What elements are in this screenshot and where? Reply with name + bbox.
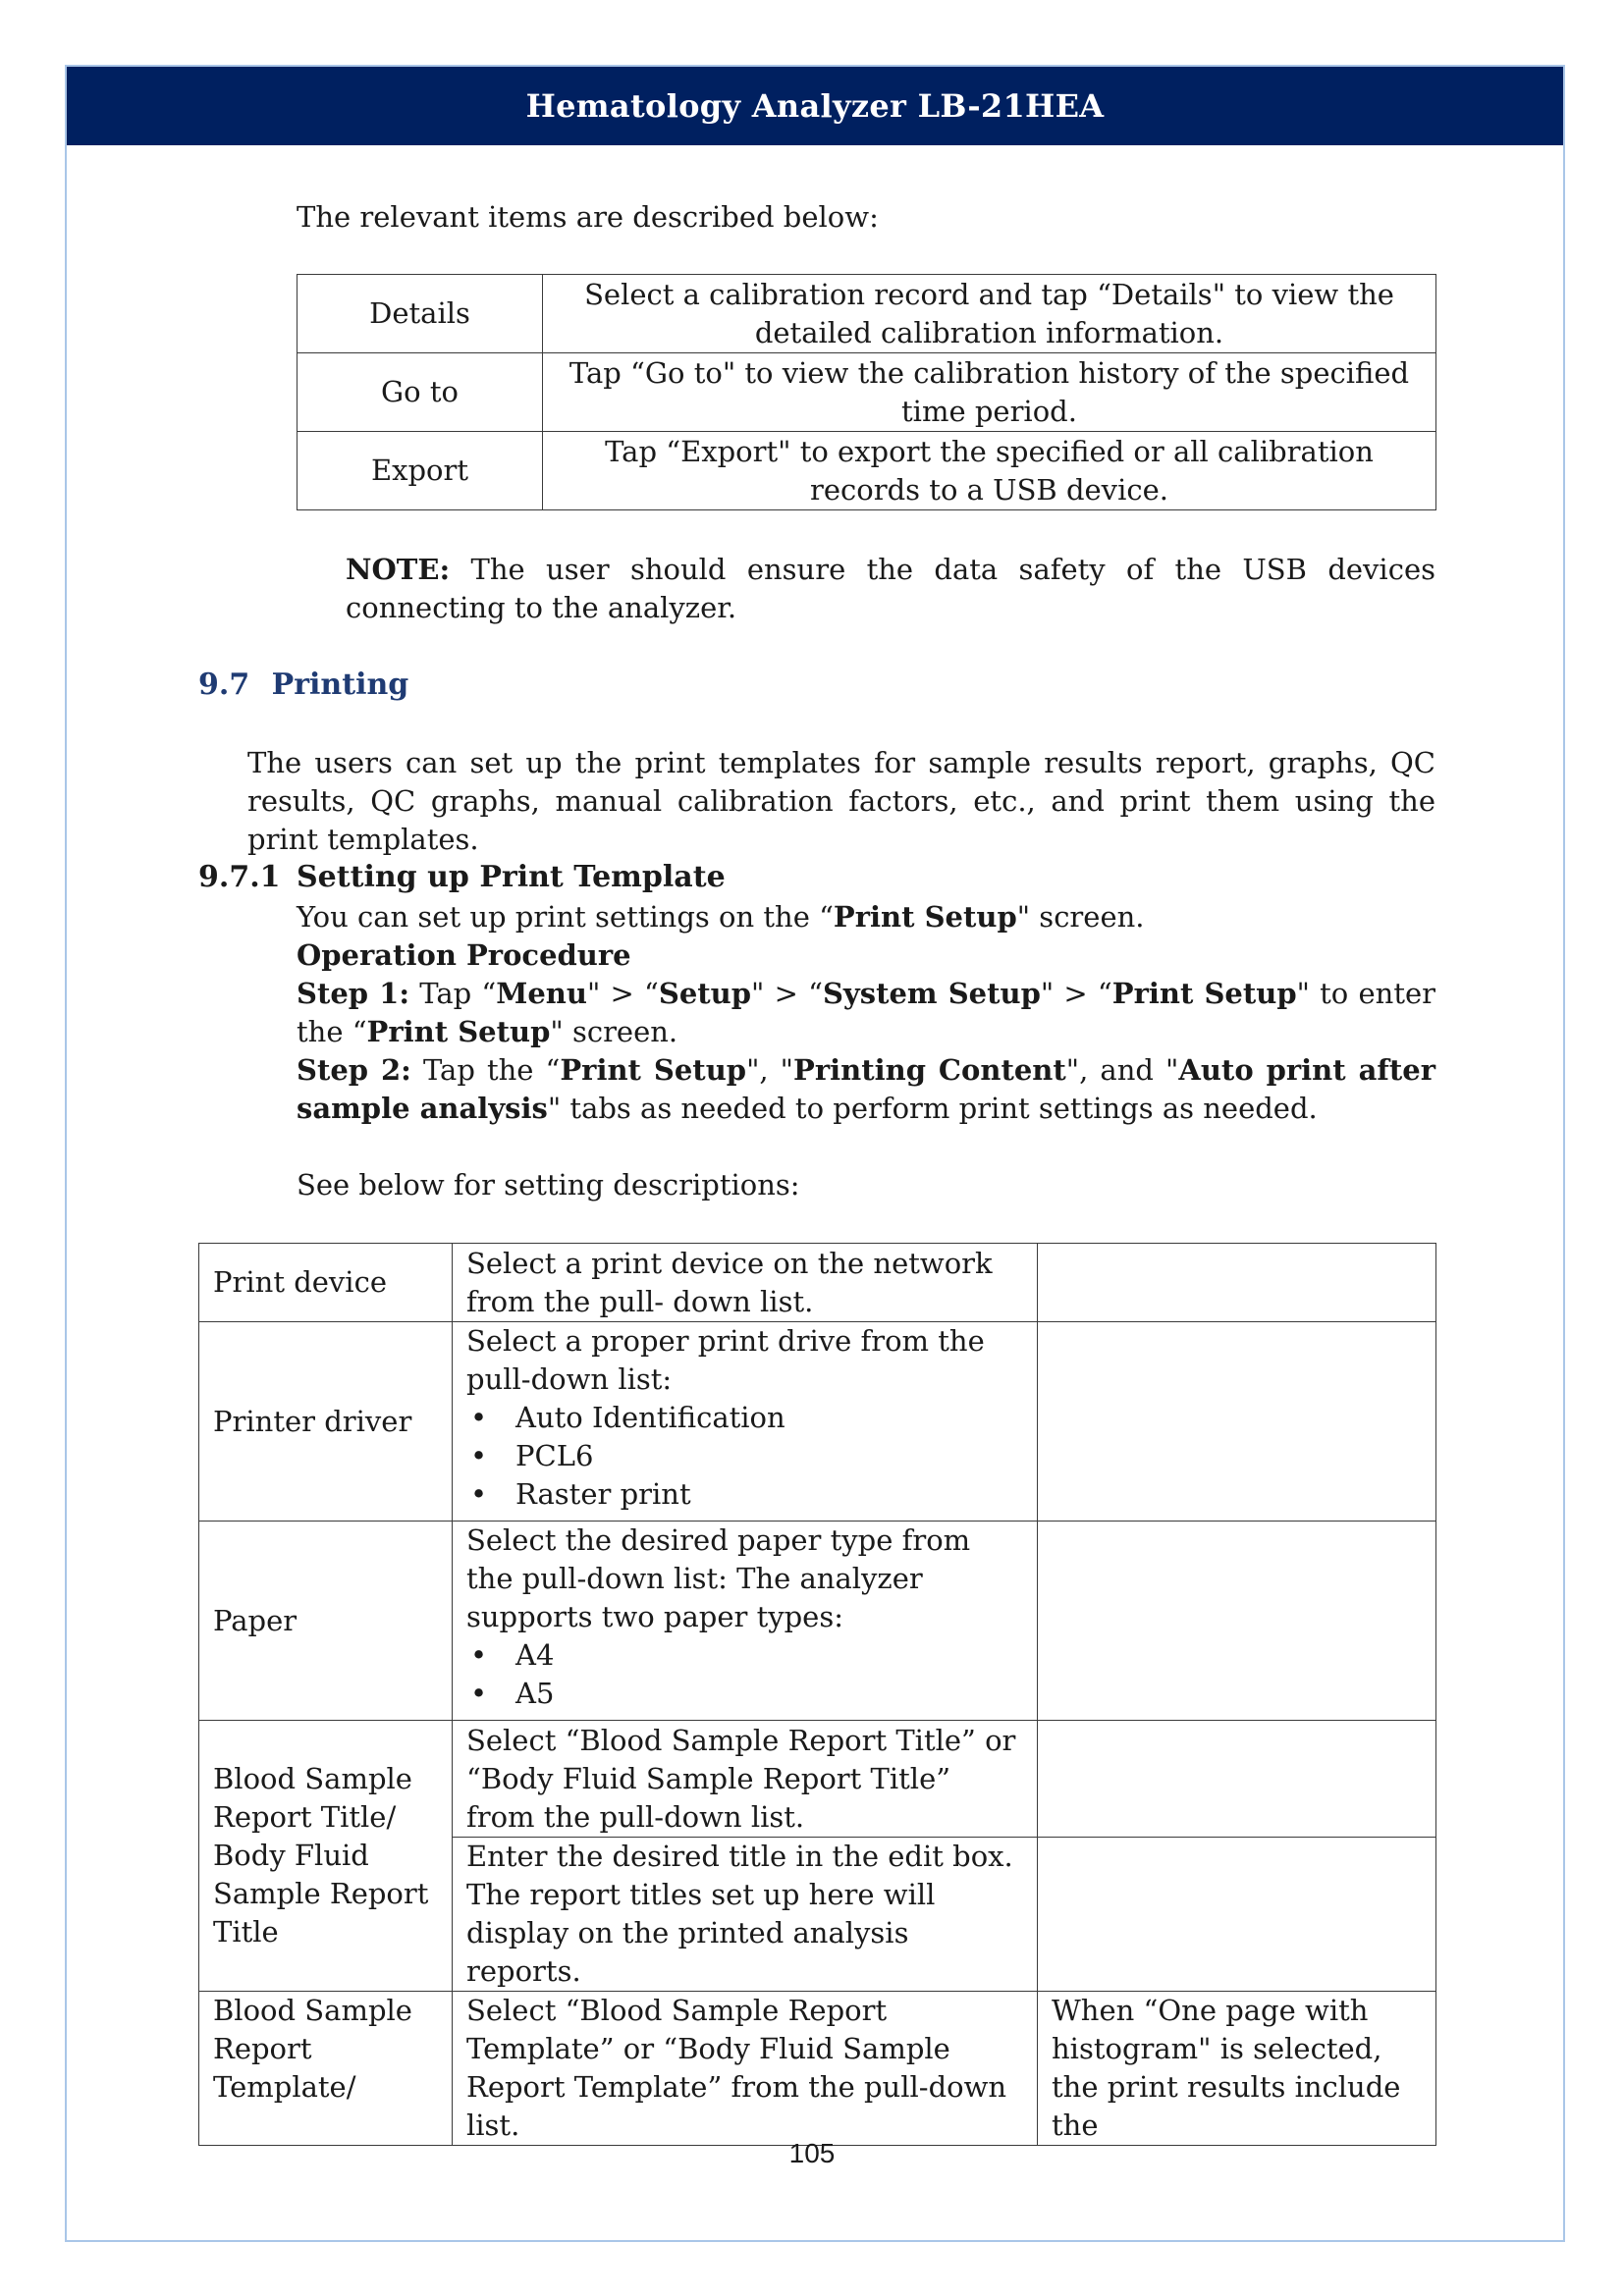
table-row — [298, 353, 1436, 432]
setting-name: Blood Sample Report Title/ Body Fluid Sample Report Title — [199, 1721, 453, 1992]
item-name: Export — [298, 432, 543, 510]
note-text: The user should ensure the data safety of the USB devices connecting to the analyzer. — [346, 553, 1435, 624]
setting-note — [1038, 1522, 1436, 1721]
paper-options-list — [466, 1636, 1023, 1713]
list-item: • Auto Identification — [466, 1399, 1023, 1437]
item-name: Details — [298, 275, 543, 353]
table-row — [199, 1244, 1436, 1322]
setting-description: Select a print device on the network from the pull- down list. — [453, 1244, 1038, 1322]
list-item: • Raster print — [466, 1475, 1023, 1514]
setting-note — [1038, 1721, 1436, 1838]
setting-note: When “One page with histogram" is selected, the print results include the — [1038, 1992, 1436, 2146]
section-title: Printing — [271, 667, 409, 702]
table-row — [199, 1992, 1436, 2146]
settings-table — [198, 1243, 1436, 2146]
setting-note — [1038, 1322, 1436, 1522]
item-description: Tap “Export" to export the specified or all calibration records to a USB device. — [543, 432, 1436, 510]
intro-text: The relevant items are described below: — [297, 200, 879, 234]
print-setup-intro: You can set up print settings on the “Print Setup" screen. — [297, 900, 1145, 934]
subsection-number: 9.7.1 — [198, 860, 281, 894]
step-1: Step 1: Tap “Menu" > “Setup" > “System Setup" > “Print Setup" to enter the “Print Setup" screen. — [297, 977, 1435, 1048]
setting-note — [1038, 1838, 1436, 1992]
setting-note — [1038, 1244, 1436, 1322]
driver-options-list — [466, 1399, 1023, 1514]
page-number: 105 — [788, 2138, 836, 2168]
section-heading — [198, 667, 408, 702]
setting-description: Select the desired paper type from the pull-down list: The analyzer supports two paper types: • A4 • A5 — [453, 1522, 1038, 1721]
note-label: NOTE: — [346, 553, 451, 586]
item-name: Go to — [298, 353, 543, 432]
document-header — [67, 67, 1563, 145]
table-row — [199, 1522, 1436, 1721]
item-description: Select a calibration record and tap “Details" to view the detailed calibration information. — [543, 275, 1436, 353]
setting-name: Blood Sample Report Template/ — [199, 1992, 453, 2146]
see-below-text: See below for setting descriptions: — [297, 1168, 800, 1201]
setting-name: Paper — [199, 1522, 453, 1721]
section-body: The users can set up the print templates for sample results report, graphs, QC results, QC graphs, manual calibration factors, etc., and print them using the print templates. — [247, 746, 1435, 856]
subsection-title: Setting up Print Template — [297, 860, 726, 894]
note-paragraph — [346, 551, 1435, 627]
items-table — [297, 274, 1436, 510]
setting-description: Select “Blood Sample Report Title” or “Body Fluid Sample Report Title” from the pull-down list. — [453, 1721, 1038, 1838]
operation-procedure-heading: Operation Procedure — [297, 938, 631, 972]
table-row — [199, 1322, 1436, 1522]
setting-description: Select “Blood Sample Report Template” or “Body Fluid Sample Report Template” from the pull-down list. — [453, 1992, 1038, 2146]
document-title: Hematology Analyzer LB-21HEA — [525, 87, 1105, 125]
procedure-block — [297, 898, 1435, 1128]
list-item: • A4 — [466, 1636, 1023, 1675]
list-item: • PCL6 — [466, 1437, 1023, 1475]
setting-description: Select a proper print drive from the pull-down list: • Auto Identification • PCL6 • Raster print — [453, 1322, 1038, 1522]
setting-name: Printer driver — [199, 1322, 453, 1522]
list-item: • A5 — [466, 1675, 1023, 1713]
table-row — [298, 275, 1436, 353]
setting-name: Print device — [199, 1244, 453, 1322]
setting-description: Enter the desired title in the edit box. The report titles set up here will display on the printed analysis reports. — [453, 1838, 1038, 1992]
table-row — [298, 432, 1436, 510]
step-2: Step 2: Tap the “Print Setup", "Printing Content", and "Auto print after sample analysis" tabs as needed to perform print settings as needed. — [297, 1053, 1435, 1125]
section-number: 9.7 — [198, 667, 250, 702]
table-row — [199, 1721, 1436, 1838]
item-description: Tap “Go to" to view the calibration history of the specified time period. — [543, 353, 1436, 432]
